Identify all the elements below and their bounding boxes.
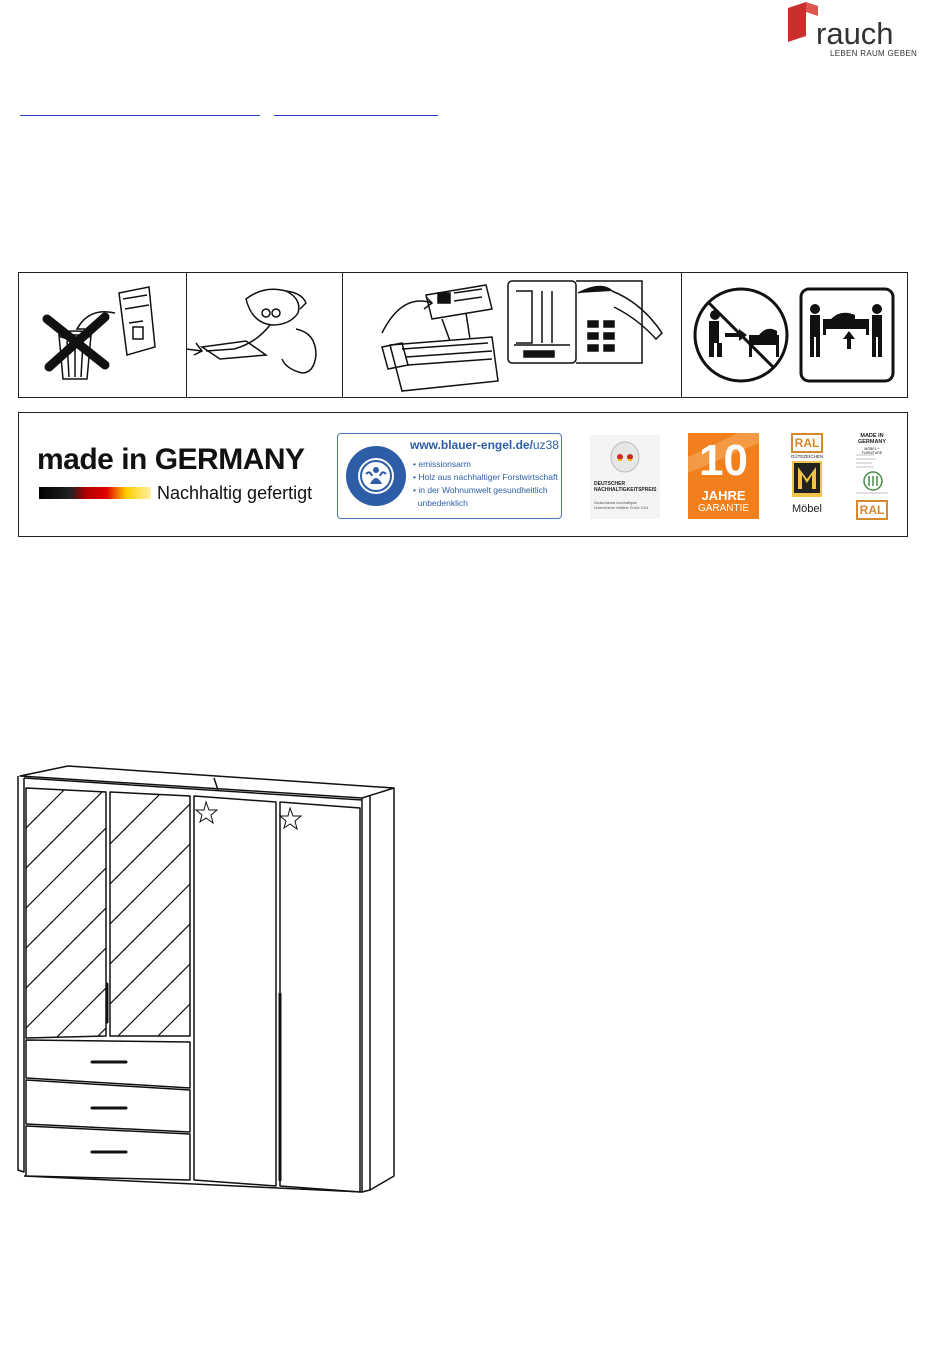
list-item: • emissionsarm: [413, 459, 471, 469]
blauer-engel-url: www.blauer-engel.de/uz38: [410, 438, 559, 452]
moebel-label: Möbel: [792, 503, 822, 515]
award-title: DEUTSCHER NACHHALTIGKEITSPREIS: [594, 481, 657, 493]
pictogram-do-not-discard: [19, 273, 187, 397]
warranty-badge: [688, 433, 759, 519]
file-documents-icon: [342, 273, 681, 397]
award-subtext: Deutschlands nachhaltigste Unternehmen mittlerer Größe 2014: [594, 501, 649, 510]
nachhaltigkeitspreis-badge: [590, 435, 660, 519]
list-item: • Holz aus nachhaltiger Forstwirtschaft: [413, 472, 558, 482]
made-in-germany-subtitle: Nachhaltig gefertigt: [157, 483, 313, 503]
instruction-strip: [18, 272, 908, 398]
ral-moebel-badge: [789, 433, 825, 519]
moebel-m-logo-icon: [792, 461, 822, 497]
mig-seal-icon: [854, 453, 890, 497]
list-item: unbedenklich: [417, 498, 468, 508]
trash-crossed-icon: [19, 273, 186, 397]
mig-small-sub: MÖBEL + FURNITURE: [861, 447, 883, 455]
ral-label: RAL: [791, 433, 823, 453]
ral-label-bottom: RAL: [856, 500, 888, 520]
certification-banner: [18, 412, 908, 537]
german-flag-gradient-icon: [39, 487, 151, 499]
blauer-engel-points: [413, 458, 558, 510]
link-underline-1[interactable]: [20, 115, 260, 116]
blauer-engel-seal-icon: [344, 444, 408, 508]
pictogram-keep-documents: [342, 273, 682, 397]
mig-small-title: MADE IN GERMANY: [857, 433, 887, 445]
list-item: • in der Wohnumwelt gesundheitlich: [413, 485, 548, 495]
link-underline-2[interactable]: [274, 115, 438, 116]
brand-logo: [788, 2, 918, 62]
pictogram-carry-not-drag: [681, 273, 907, 397]
pictogram-read-manual: [186, 273, 343, 397]
ral-made-in-germany-badge: [854, 433, 890, 521]
ral-guetezeichen-label: GÜTEZEICHEN: [790, 454, 824, 459]
warranty-label-guarantee: GARANTIE: [697, 503, 750, 514]
carry-furniture-icon: [681, 273, 907, 397]
wardrobe-illustration: [14, 760, 404, 1200]
warranty-years: 10: [699, 436, 748, 485]
logo-wordmark: rauch: [816, 16, 894, 51]
made-in-germany-title: made in GERMANY: [37, 443, 305, 476]
blauer-engel-badge: [337, 433, 562, 519]
warranty-label-years: JAHRE: [701, 488, 746, 503]
reading-person-icon: [186, 273, 342, 397]
logo-tagline: LEBEN RAUM GEBEN: [830, 49, 918, 58]
sustainability-award-icon: [590, 435, 660, 479]
